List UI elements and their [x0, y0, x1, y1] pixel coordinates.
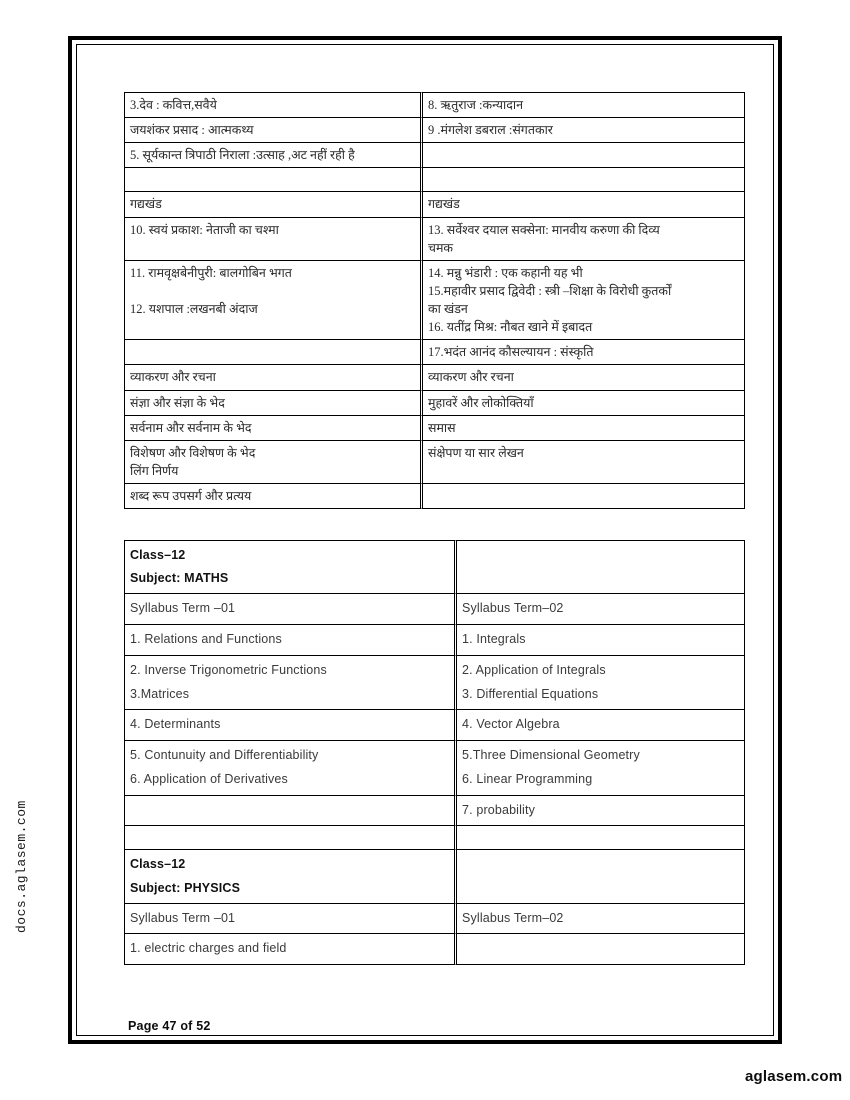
- table-row: [124, 850, 745, 903]
- table-cell-line: 4. Vector Algebra: [462, 717, 560, 732]
- table-cell-line: गद्यखंड: [428, 197, 460, 212]
- table-row: [124, 934, 745, 965]
- table-cell-left: [124, 168, 423, 192]
- table-cell-line: Class–12: [130, 857, 186, 872]
- table-cell-right: [423, 92, 745, 118]
- table-cell-empty: [428, 487, 740, 504]
- table-cell-left: [124, 710, 457, 741]
- table-cell-left: [124, 850, 457, 903]
- table-cell-line: 17.भदंत आनंद कौसल्यायन : संस्कृति: [428, 345, 594, 360]
- table-row: [124, 741, 745, 796]
- table-cell-line: 3.Matrices: [130, 686, 190, 701]
- table-cell-line: शब्द रूप उपसर्ग और प्रत्यय: [130, 489, 252, 503]
- table-row: [124, 261, 745, 341]
- table-cell-left: [124, 92, 423, 118]
- table-cell-right: [457, 656, 745, 711]
- table-row: [124, 796, 745, 827]
- table-cell-line: 1. electric charges and field: [130, 941, 287, 956]
- table-row: [124, 625, 745, 656]
- table-cell-line: Syllabus Term–02: [462, 910, 564, 925]
- table-cell-empty: [130, 343, 416, 360]
- table-cell-right: [423, 118, 745, 143]
- table-cell-right: [457, 934, 745, 965]
- table-cell-line: विशेषण और विशेषण के भेद: [130, 445, 256, 460]
- table-cell-line: Subject: PHYSICS: [130, 880, 241, 895]
- table-row: [124, 340, 745, 365]
- table-cell-right: [457, 625, 745, 656]
- table-cell-line: व्याकरण और रचना: [130, 370, 216, 385]
- table-cell-left: [124, 218, 423, 261]
- table-cell-left: [124, 625, 457, 656]
- table-cell-right: [423, 416, 745, 441]
- table-row: [124, 365, 745, 390]
- table-cell-line: 3.देव : कवित्त,सवैये: [130, 98, 217, 112]
- table-row: [124, 904, 745, 935]
- table-row: [124, 441, 745, 484]
- table-cell-empty: [130, 171, 416, 188]
- table-cell-left: [124, 391, 423, 416]
- table-cell-line: 2. Inverse Trigonometric Functions: [130, 662, 327, 677]
- table-cell-right: [457, 710, 745, 741]
- table-cell-right: [423, 192, 745, 217]
- watermark-side: docs.aglasem.com: [14, 800, 29, 933]
- table-cell-line: 6. Application of Derivatives: [130, 771, 288, 786]
- table-row: [124, 168, 745, 192]
- table-cell-line: Syllabus Term –01: [130, 910, 236, 925]
- table-cell-empty: [428, 171, 740, 188]
- table-cell-line: का खंडन: [428, 302, 468, 316]
- table-cell-left: [124, 261, 423, 341]
- hindi-syllabus-table-body: [124, 92, 745, 509]
- table-cell-empty: [130, 829, 450, 846]
- table-row: [124, 218, 745, 261]
- table-row: [124, 118, 745, 143]
- table-cell-line: Class–12: [130, 548, 186, 563]
- table-cell-left: [124, 192, 423, 217]
- table-cell-line: 1. Integrals: [462, 632, 526, 647]
- table-row: [124, 416, 745, 441]
- table-cell-line: 6. Linear Programming: [462, 771, 593, 786]
- table-cell-left: [124, 118, 423, 143]
- table-cell-left: [124, 826, 457, 850]
- table-cell-line: Subject: MATHS: [130, 571, 229, 586]
- table-cell-line: 4. Determinants: [130, 717, 221, 732]
- table-cell-line: लिंग निर्णय: [130, 463, 179, 478]
- table-cell-line: संज्ञा और संज्ञा के भेद: [130, 395, 225, 410]
- table-cell-line: चमक: [428, 240, 454, 255]
- table-cell-line: 7. probability: [462, 802, 535, 817]
- table-cell-right: [457, 850, 745, 903]
- table-cell-line: 13. सर्वेश्वर दयाल सक्सेना: मानवीय करुणा की दिव्य: [428, 222, 660, 237]
- table-cell-left: [124, 441, 423, 484]
- table-cell-right: [423, 168, 745, 192]
- table-row: [124, 656, 745, 711]
- table-cell-right: [457, 594, 745, 625]
- table-cell-line: संक्षेपण या सार लेखन: [428, 445, 524, 460]
- table-cell-line: Syllabus Term–02: [462, 601, 564, 616]
- table-cell-line: जयशंकर प्रसाद : आत्मकथ्य: [130, 123, 254, 138]
- table-cell-right: [457, 826, 745, 850]
- table-cell-left: [124, 741, 457, 796]
- page-number: Page 47 of 52: [128, 1019, 211, 1033]
- table-cell-right: [423, 261, 745, 341]
- table-row: [124, 192, 745, 217]
- table-cell-line: 16. यतींद्र मिश्र: नौबत खाने में इबादत: [428, 320, 593, 335]
- table-cell-right: [423, 484, 745, 509]
- table-cell-line: 3. Differential Equations: [462, 686, 599, 701]
- table-cell-left: [124, 656, 457, 711]
- table-row: [124, 484, 745, 509]
- table-cell-line: 2. Application of Integrals: [462, 662, 606, 677]
- table-row: [124, 826, 745, 850]
- table-cell-left: [124, 796, 457, 827]
- table-cell-right: [457, 796, 745, 827]
- table-cell-right: [457, 741, 745, 796]
- table-cell-left: [124, 904, 457, 935]
- table-cell-right: [457, 540, 745, 594]
- table-cell-right: [423, 340, 745, 365]
- table-cell-line: 15.महावीर प्रसाद द्विवेदी : स्त्री –शिक्षा के विरोधी कुतर्कों: [428, 283, 672, 298]
- table-cell-empty: [462, 544, 740, 561]
- table-cell-line: 5. Contunuity and Differentiability: [130, 748, 319, 763]
- stem-syllabus-table-body: [124, 540, 745, 965]
- table-cell-right: [423, 218, 745, 261]
- table-cell-line: 9 .मंगलेश डबराल :संगतकार: [428, 123, 553, 138]
- table-cell-empty: [462, 937, 740, 954]
- table-cell-line: 1. Relations and Functions: [130, 632, 282, 647]
- table-cell-line: 10. स्वयं प्रकाश: नेताजी का चश्मा: [130, 222, 279, 237]
- document-content: [124, 92, 722, 965]
- table-cell-left: [124, 416, 423, 441]
- table-cell-line: Syllabus Term –01: [130, 601, 236, 616]
- table-cell-line: 8. ऋतुराज :कन्यादान: [428, 98, 524, 112]
- table-cell-empty: [130, 799, 450, 816]
- table-cell-right: [423, 391, 745, 416]
- table-cell-line: 12. यशपाल :लखनबी अंदाज: [130, 302, 258, 316]
- table-cell-left: [124, 484, 423, 509]
- table-cell-left: [124, 540, 457, 594]
- table-row: [124, 143, 745, 168]
- table-cell-line: 11. रामवृक्षबेनीपुरी: बालगोबिन भगत: [130, 265, 292, 280]
- hindi-syllabus-table: [124, 92, 745, 509]
- table-cell-right: [423, 441, 745, 484]
- table-row: [124, 594, 745, 625]
- table-spacer: [124, 509, 722, 540]
- table-cell-line: गद्यखंड: [130, 197, 162, 212]
- table-cell-line: 14. मन्नु भंडारी : एक कहानी यह भी: [428, 265, 583, 280]
- table-cell-line: सर्वनाम और सर्वनाम के भेद: [130, 420, 252, 435]
- table-cell-line: 5. सूर्यकान्त त्रिपाठी निराला :उत्साह ,अट नहीं रही है: [130, 148, 355, 163]
- table-cell-left: [124, 143, 423, 168]
- table-cell-line: मुहावरें और लोकोक्तियाँ: [428, 395, 534, 410]
- table-cell-right: [423, 365, 745, 390]
- table-cell-line: व्याकरण और रचना: [428, 370, 514, 385]
- table-cell-right: [423, 143, 745, 168]
- watermark-corner: aglasem.com: [745, 1068, 843, 1085]
- table-cell-line: 5.Three Dimensional Geometry: [462, 748, 640, 763]
- table-cell-left: [124, 934, 457, 965]
- stem-syllabus-table: [124, 540, 745, 965]
- table-row: [124, 710, 745, 741]
- table-row: [124, 540, 745, 594]
- table-cell-line: [130, 282, 416, 300]
- table-cell-right: [457, 904, 745, 935]
- table-cell-line: समास: [428, 420, 456, 435]
- table-row: [124, 391, 745, 416]
- table-row: [124, 92, 745, 118]
- table-cell-empty: [462, 829, 740, 846]
- table-cell-empty: [462, 853, 740, 870]
- table-cell-empty: [428, 146, 740, 163]
- table-cell-left: [124, 340, 423, 365]
- table-cell-left: [124, 594, 457, 625]
- table-cell-left: [124, 365, 423, 390]
